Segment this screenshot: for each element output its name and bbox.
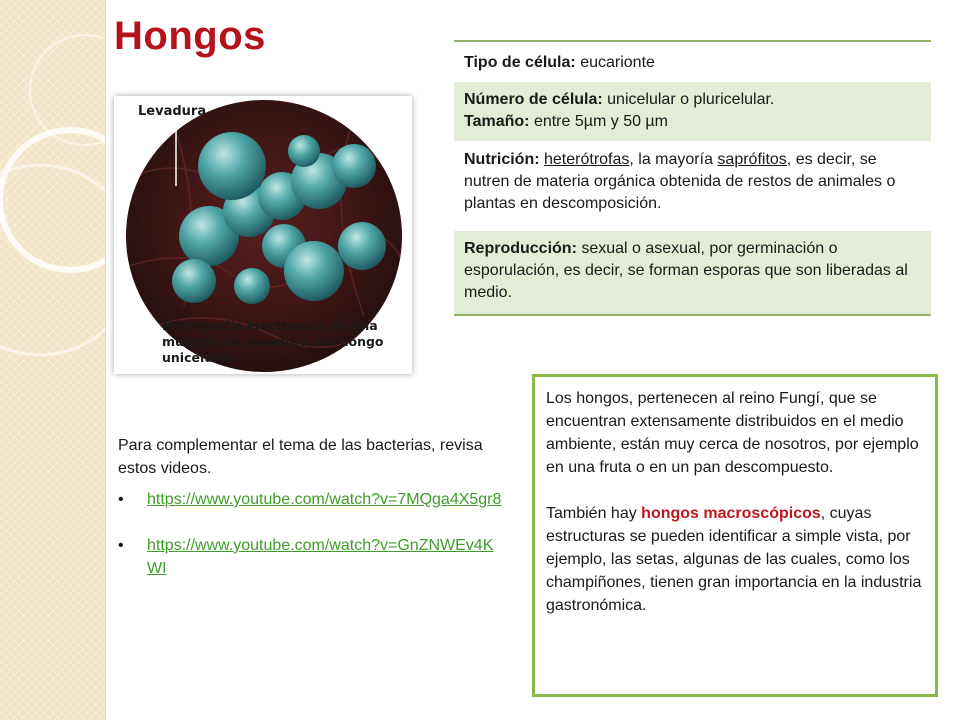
nutrition-mid: , la mayoría bbox=[629, 151, 718, 168]
list-item bbox=[118, 488, 508, 511]
info-row-reproduction bbox=[454, 231, 931, 316]
decorative-circles bbox=[0, 0, 106, 720]
saprophytes-term: saprófitos bbox=[717, 151, 787, 168]
size-value: entre 5µm y 50 µm bbox=[533, 113, 668, 130]
photo-caption: Micrografía electrónica de una muestra de levadura, un hongo unicelular. bbox=[162, 318, 384, 365]
nutrition-rest: , es decir, se nutren de materia orgánica obtenida de restos de animales o plantas en descomposición. bbox=[464, 151, 896, 212]
size-label: Tamaño: bbox=[464, 113, 530, 130]
yeast-label: Levadura bbox=[138, 104, 207, 119]
video-links-intro: Para complementar el tema de las bacterias, revisa estos videos. bbox=[118, 437, 483, 477]
cell-number-label: Número de célula: bbox=[464, 91, 603, 108]
nutrition-label: Nutrición: bbox=[464, 151, 540, 168]
yeast-micrograph-image bbox=[114, 96, 412, 374]
fungi-paragraph-2 bbox=[546, 502, 925, 617]
video-links-list bbox=[118, 488, 508, 580]
cell-number-value: unicelular o pluricelular. bbox=[607, 91, 775, 108]
cell-type-label: Tipo de célula: bbox=[464, 54, 576, 71]
reproduction-value: sexual o asexual, por germinación o esporulación, es decir, se forman esporas que son liberadas al medio. bbox=[464, 240, 908, 301]
info-row-nutrition bbox=[454, 141, 931, 225]
reproduction-label: Reproducción: bbox=[464, 240, 577, 257]
list-item bbox=[118, 534, 508, 580]
fungi-paragraph-1: Los hongos, pertenecen al reino Fungí, que se encuentran extensamente distribuidos en el medio ambiente, están muy cerca de nosotros, por ejemplo en una fruta o en un pan descompuesto. bbox=[546, 390, 919, 476]
cell-type-value: eucarionte bbox=[580, 54, 655, 71]
video-link-2[interactable]: https://www.youtube.com/watch?v=GnZNWEv4KWI bbox=[147, 537, 494, 577]
macroscopic-fungi-highlight: hongos macroscópicos bbox=[641, 505, 821, 522]
page-title: Hongos bbox=[114, 14, 266, 58]
paragraph-2-end: , cuyas estructuras se pueden identificar a simple vista, por ejemplo, las setas, algunas de las cuales, como los champiñones, tienen gran importancia en la industria gastronómica. bbox=[546, 505, 922, 614]
info-row-cell-number bbox=[454, 82, 931, 141]
heterotrophs-term: heterótrofas bbox=[544, 151, 630, 168]
video-links-section bbox=[118, 434, 508, 603]
decorative-side-band bbox=[0, 0, 106, 720]
info-table bbox=[454, 40, 931, 316]
info-row-cell-type bbox=[454, 42, 931, 82]
video-link-1[interactable]: https://www.youtube.com/watch?v=7MQga4X5gr8 bbox=[147, 491, 502, 508]
fungi-description-box bbox=[532, 374, 938, 697]
paragraph-2-start: También hay bbox=[546, 505, 642, 522]
